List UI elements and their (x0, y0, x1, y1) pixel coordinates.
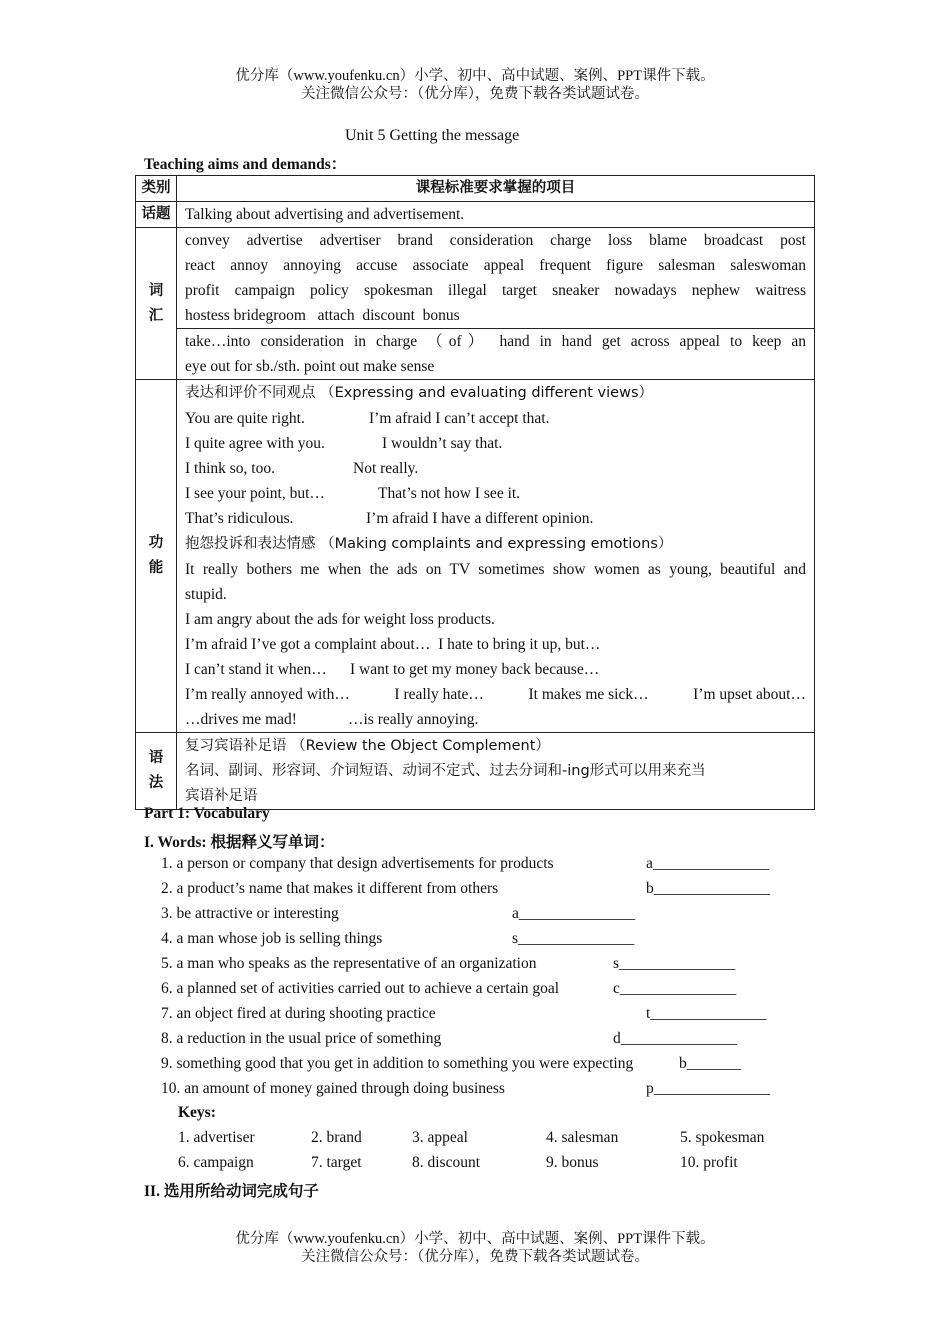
key-answer: 2. brand (311, 1129, 362, 1146)
function-cell (177, 380, 815, 733)
answer-blank[interactable]: b_______________ (646, 880, 770, 897)
table-header-row (136, 176, 815, 202)
key-answer: 6. campaign (178, 1154, 254, 1171)
complaint-line: stupid. (185, 586, 227, 603)
vocab-line: react annoy annoying accuse associate appeal frequent figure salesman saleswoman (185, 257, 806, 274)
function-heading-complaints: 抱怨投诉和表达情感 （Making complaints and expressing emotions） (185, 536, 673, 552)
function-label: 功 能 (136, 380, 177, 733)
answer-blank[interactable]: a_______________ (646, 855, 770, 872)
answer-blank[interactable]: p_______________ (646, 1080, 770, 1097)
answer-blank[interactable]: s_______________ (512, 930, 635, 947)
grammar-row (136, 733, 815, 810)
question-text: 5. a man who speaks as the representative of an organization (161, 955, 537, 972)
complaint-line: I can’t stand it when… I want to get my money back because… (185, 661, 600, 678)
view-pair: That’s ridiculous. I’m afraid I have a different opinion. (185, 510, 594, 527)
view-pair: I think so, too. Not really. (185, 460, 419, 477)
vocab-label: 词 汇 (136, 228, 177, 380)
key-answer: 4. salesman (546, 1129, 619, 1146)
answer-blank[interactable]: a_______________ (512, 905, 636, 922)
key-answer: 10. profit (680, 1154, 738, 1171)
category-header: 类别 (136, 176, 177, 202)
phrase-line: take…into consideration in charge （of） hand in hand get across appeal to keep an (185, 333, 806, 350)
vocab-line: convey advertise advertiser brand consideration charge loss blame broadcast post (185, 232, 806, 249)
complaint-line: I am angry about the ads for weight loss products. (185, 611, 495, 628)
key-answer: 1. advertiser (178, 1129, 255, 1146)
drives-line: …drives me mad! …is really annoying. (185, 711, 479, 728)
vocab-cell (177, 228, 815, 329)
section1-heading: I. Words: 根据释义写单词： (144, 834, 335, 851)
grammar-line: 宾语补足语 (185, 788, 258, 804)
footer-line-1: 优分库（www.youfenku.cn）小学、初中、高中试题、案例、PPT课件下载。 (235, 1231, 715, 1247)
aims-heading: Teaching aims and demands： (144, 156, 347, 173)
section2-heading: II. 选用所给动词完成句子 (144, 1183, 319, 1200)
answer-blank[interactable]: d_______________ (613, 1030, 737, 1047)
complaint-line: I’m afraid I’ve got a complaint about… I hate to bring it up, but… (185, 636, 601, 653)
items-header: 课程标准要求掌握的项目 (177, 176, 815, 202)
grammar-line: 名词、副词、形容词、介词短语、动词不定式、过去分词和-ing形式可以用来充当 (185, 763, 706, 779)
header-line-2: 关注微信公众号：（优分库），免费下载各类试题试卷。 (301, 86, 649, 102)
topic-label: 话题 (136, 202, 177, 228)
footer-line-2: 关注微信公众号：（优分库），免费下载各类试题试卷。 (301, 1249, 649, 1265)
phrase-line: eye out for sb./sth. point out make sense (185, 358, 435, 375)
part1-heading: Part 1: Vocabulary (144, 805, 270, 822)
question-text: 6. a planned set of activities carried out to achieve a certain goal (161, 980, 560, 997)
grammar-heading: 复习宾语补足语 （Review the Object Complement） (185, 738, 550, 754)
view-pair: I see your point, but… That’s not how I see it. (185, 485, 521, 502)
answer-blank[interactable]: t_______________ (646, 1005, 767, 1022)
complaint-line: It really bothers me when the ads on TV sometimes show women as young, beautiful and (185, 561, 806, 578)
function-row (136, 380, 815, 733)
key-answer: 3. appeal (412, 1129, 468, 1146)
question-text: 10. an amount of money gained through doing business (161, 1080, 505, 1097)
unit-title: Unit 5 Getting the message (345, 127, 520, 144)
key-answer: 8. discount (412, 1154, 481, 1171)
topic-row (136, 202, 815, 228)
answer-blank[interactable]: b_______ (679, 1055, 741, 1072)
question-text: 9. something good that you get in addition to something you were expecting (161, 1055, 634, 1072)
phrase-row (136, 329, 815, 380)
page-footer (0, 1230, 950, 1266)
question-text: 7. an object fired at during shooting practice (161, 1005, 436, 1022)
vocab-line: hostess bridegroom attach discount bonus (185, 307, 460, 324)
vocab-row (136, 228, 815, 329)
question-text: 2. a product’s name that makes it different from others (161, 880, 499, 897)
keys-label: Keys: (178, 1104, 216, 1121)
answer-blank[interactable]: c_______________ (613, 980, 737, 997)
key-answer: 5. spokesman (680, 1129, 765, 1146)
header-line-1: 优分库（www.youfenku.cn）小学、初中、高中试题、案例、PPT课件下载。 (235, 68, 715, 84)
function-heading-views: 表达和评价不同观点 （Expressing and evaluating different views） (185, 385, 653, 401)
key-answer: 7. target (311, 1154, 362, 1171)
view-pair: You are quite right. I’m afraid I can’t accept that. (185, 410, 550, 427)
annoy-line: I’m really annoyed with… I really hate… It makes me sick… I’m upset about… (185, 686, 806, 703)
topic-text: Talking about advertising and advertisement. (177, 202, 815, 228)
question-text: 1. a person or company that design advertisements for products (161, 855, 554, 872)
grammar-label: 语 法 (136, 733, 177, 810)
question-text: 3. be attractive or interesting (161, 905, 339, 922)
question-text: 8. a reduction in the usual price of something (161, 1030, 442, 1047)
vocab-line: profit campaign policy spokesman illegal target sneaker nowadays nephew waitress (185, 282, 806, 299)
aims-table (135, 175, 815, 810)
page-header (0, 67, 950, 103)
question-text: 4. a man whose job is selling things (161, 930, 383, 947)
view-pair: I quite agree with you. I wouldn’t say that. (185, 435, 503, 452)
phrase-cell (177, 329, 815, 380)
key-answer: 9. bonus (546, 1154, 599, 1171)
grammar-cell (177, 733, 815, 810)
answer-blank[interactable]: s_______________ (613, 955, 736, 972)
